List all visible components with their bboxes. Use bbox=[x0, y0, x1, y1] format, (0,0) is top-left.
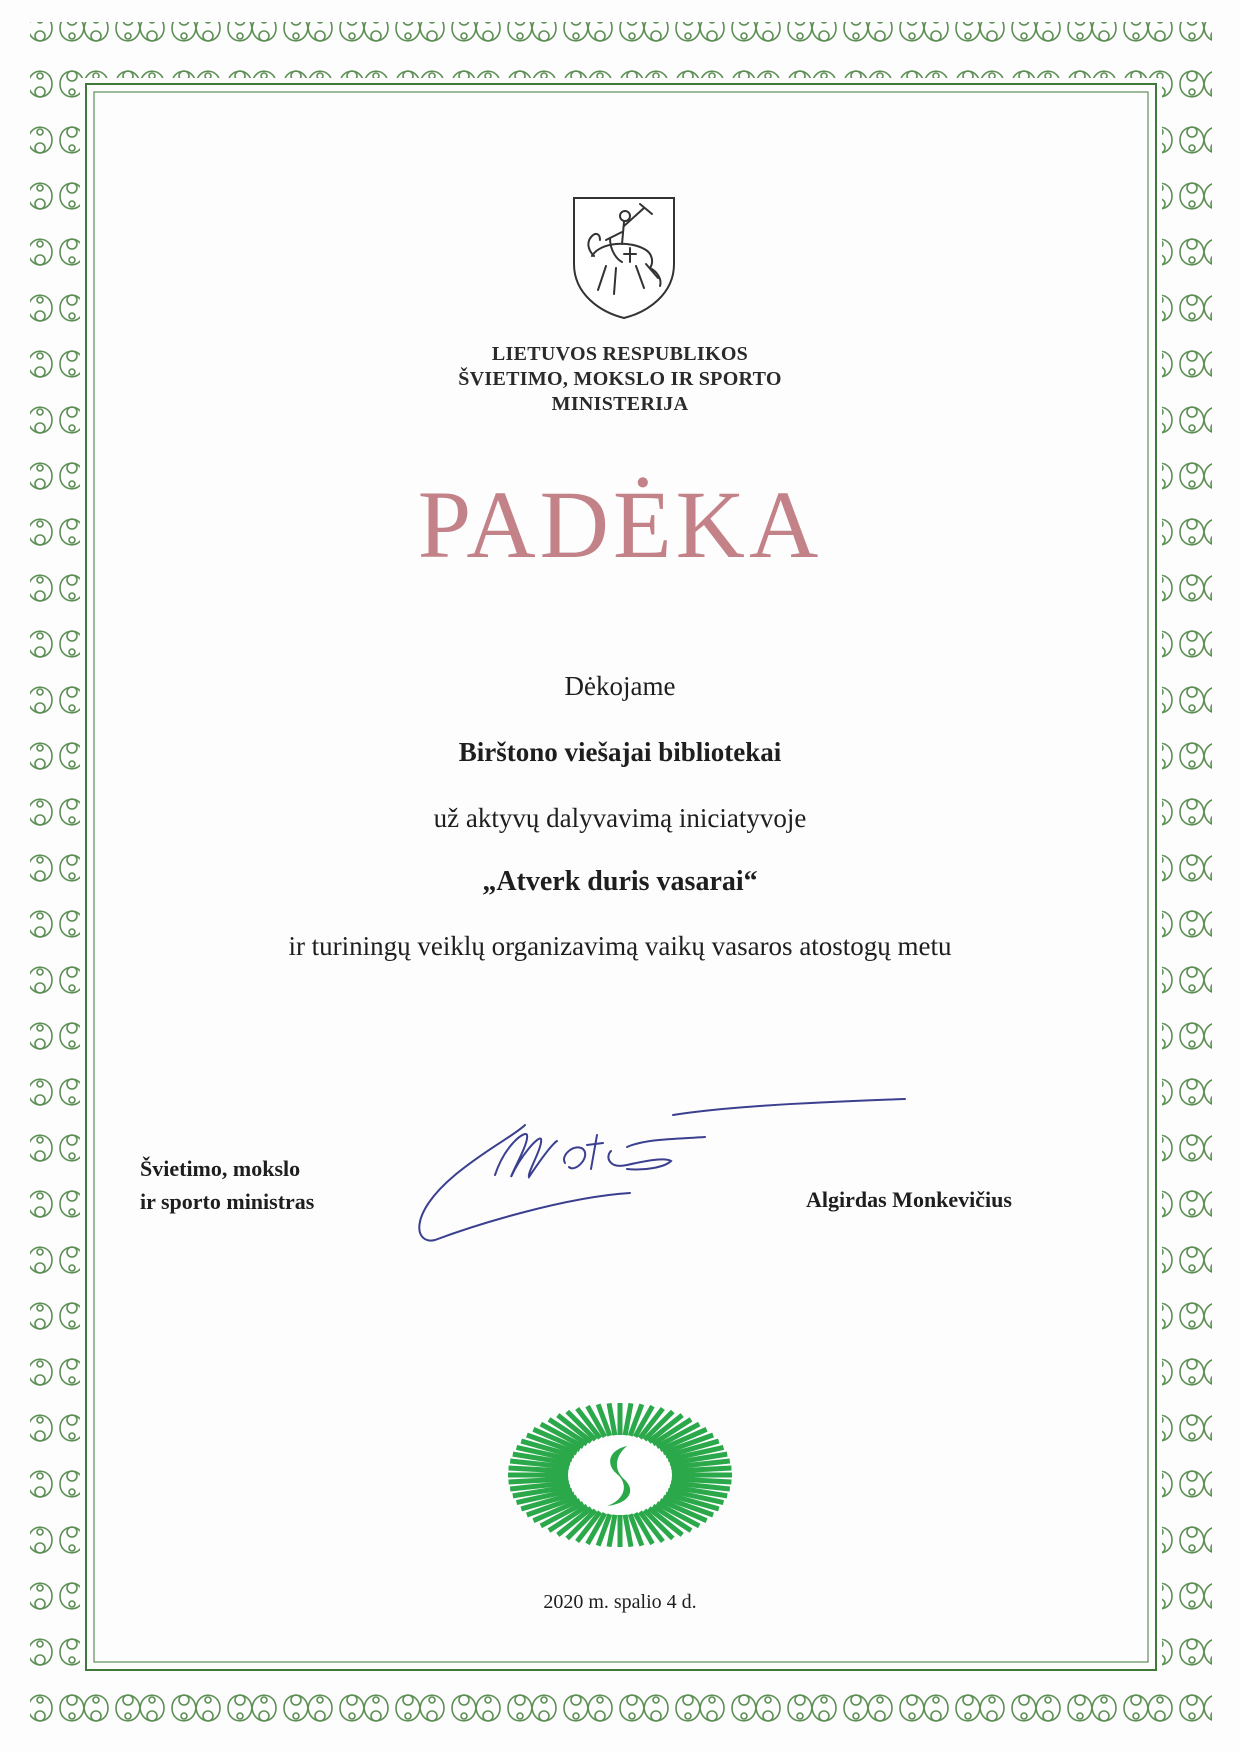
signature-icon bbox=[415, 1095, 915, 1255]
ministry-line-3: MINISTERIJA bbox=[551, 393, 689, 415]
minister-title-line-1: Švietimo, mokslo bbox=[140, 1156, 301, 1181]
logo-ray bbox=[509, 1479, 569, 1482]
document-title: PADĖKA bbox=[417, 471, 823, 578]
ministry-line-1: LIETUVOS RESPUBLIKOS bbox=[491, 343, 749, 365]
recipient-name: Birštono viešajai bibliotekai bbox=[458, 737, 782, 767]
minister-name: Algirdas Monkevičius bbox=[806, 1187, 1012, 1212]
activities-line: ir turiningų veiklų organizavimą vaikų vasaros atostogų metu bbox=[288, 931, 952, 961]
ministry-line-2: ŠVIETIMO, MOKSLO IR SPORTO bbox=[458, 368, 782, 390]
initiative-name: „Atverk duris vasarai“ bbox=[482, 866, 758, 897]
coat-of-arms-icon bbox=[570, 194, 678, 322]
logo-ray bbox=[672, 1468, 732, 1471]
thanks-line: Dėkojame bbox=[564, 671, 676, 701]
ministry-logo-icon bbox=[505, 1400, 735, 1550]
reason-line: už aktyvų dalyvavimą iniciatyvoje bbox=[433, 803, 807, 833]
minister-title bbox=[140, 1152, 314, 1218]
minister-title-line-2: ir sporto ministras bbox=[140, 1189, 315, 1214]
ministry-name bbox=[0, 342, 1240, 417]
issue-date: 2020 m. spalio 4 d. bbox=[543, 1591, 697, 1613]
